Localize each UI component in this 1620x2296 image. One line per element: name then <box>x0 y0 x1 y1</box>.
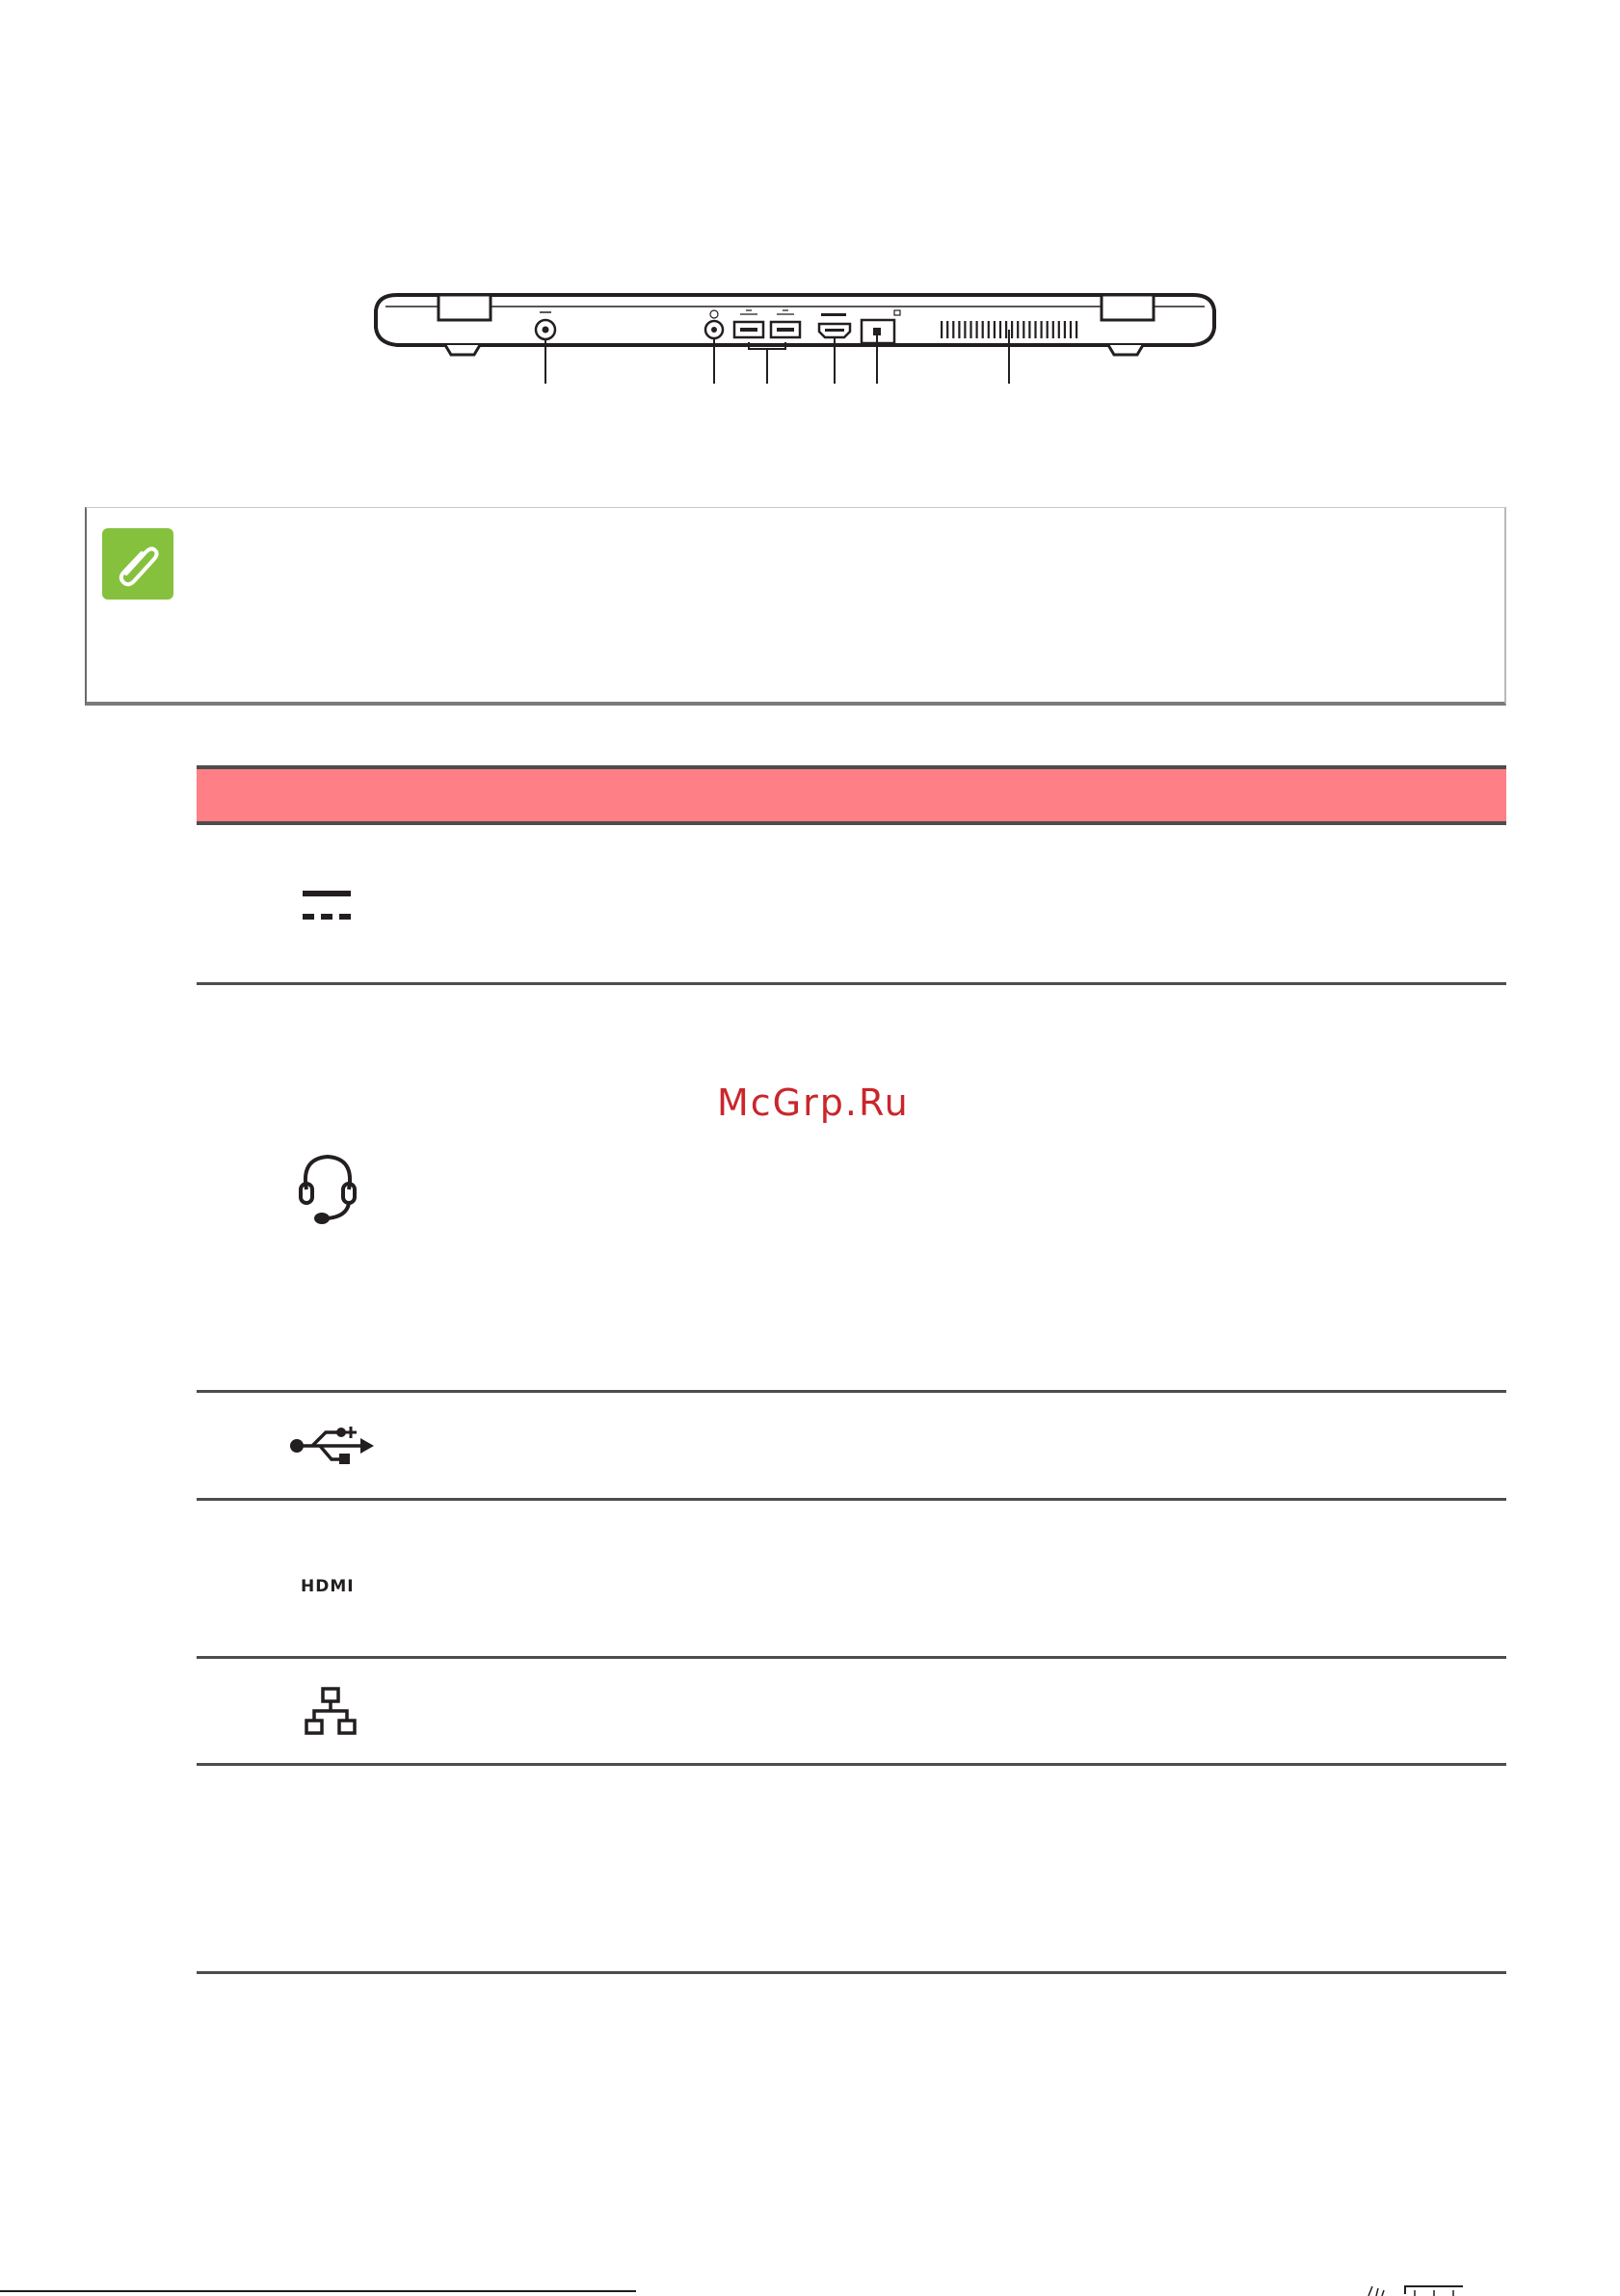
note-box <box>85 507 1506 706</box>
vent-slot <box>982 321 984 338</box>
vent-slot <box>1011 321 1013 338</box>
usb-icon <box>287 1423 376 1467</box>
headset-icon <box>295 1151 360 1228</box>
vent-slot <box>1047 321 1049 338</box>
vent-slot <box>1022 321 1024 338</box>
vent-slot <box>1028 321 1030 338</box>
ethernet-icon <box>305 1687 357 1737</box>
vent-slot <box>952 321 954 338</box>
row-divider <box>197 982 1506 985</box>
row-divider <box>197 1498 1506 1501</box>
vent-slot <box>1058 321 1060 338</box>
vent-slot <box>1034 321 1036 338</box>
row-divider <box>197 1390 1506 1393</box>
row-divider <box>197 1971 1506 1974</box>
vent-slot <box>964 321 966 338</box>
vent-slot <box>1052 321 1054 338</box>
row-divider <box>197 1763 1506 1766</box>
footer-marks <box>1367 2284 1473 2296</box>
vent-slot <box>988 321 990 338</box>
vent-slot <box>1076 321 1077 338</box>
row-divider <box>197 1656 1506 1659</box>
vent-slot <box>994 321 996 338</box>
vent-slot <box>976 321 978 338</box>
paperclip-icon <box>102 528 173 600</box>
vent-slot <box>941 321 943 338</box>
dc-power-icon <box>301 889 355 923</box>
footer-rule <box>0 2290 636 2292</box>
vent-slot <box>1064 321 1066 338</box>
vent-slot <box>1017 321 1019 338</box>
vent-slot <box>1041 321 1043 338</box>
vent-slot <box>958 321 960 338</box>
vent-slot <box>999 321 1001 338</box>
vent-slot <box>1070 321 1072 338</box>
vent-slot <box>946 321 948 338</box>
vent-slot <box>1005 321 1007 338</box>
table-header-bar <box>197 765 1506 825</box>
laptop-side-view-illustration <box>0 0 1620 405</box>
vent-slot <box>969 321 971 338</box>
watermark-text: McGrp.Ru <box>717 1081 910 1124</box>
hdmi-icon: HDMI <box>301 1577 355 1596</box>
